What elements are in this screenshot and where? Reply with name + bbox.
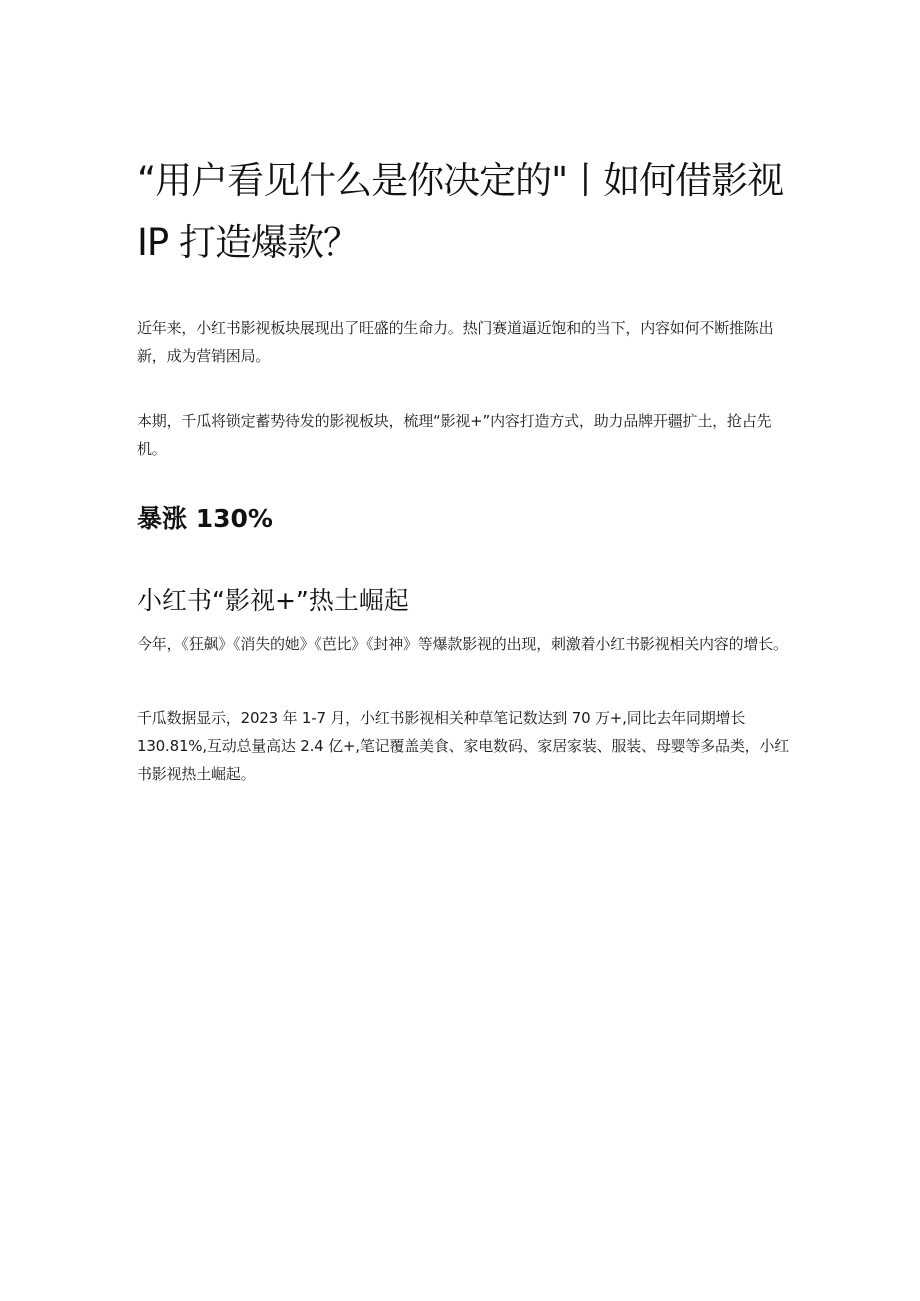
section-paragraph-2: 千瓜数据显示，2023 年 1-7 月，小红书影视相关种草笔记数达到 70 万+,同比去年同期增长 130.81%,互动总量高达 2.4 亿+,笔记覆盖美食、家电数码、家居家装、服装、母婴等多品类，小红书影视热土崛起。: [137, 709, 790, 783]
article-title: “用户看见什么是你决定的"丨如何借影视 IP 打造爆款？: [137, 159, 784, 264]
article-body: [137, 150, 792, 788]
section-heading: 暴涨 130%: [137, 504, 273, 533]
intro-paragraph-2: 本期，千瓜将锁定蓄势待发的影视板块，梳理“影视+”内容打造方式，助力品牌开疆扩土，抢占先机。: [137, 412, 772, 458]
section-subheading: 小红书“影视+”热土崛起: [137, 586, 409, 615]
intro-paragraph-1: 近年来，小红书影视板块展现出了旺盛的生命力。热门赛道逼近饱和的当下，内容如何不断推陈出新，成为营销困局。: [137, 319, 774, 365]
section-paragraph-1: 今年，《狂飙》《消失的她》《芭比》《封神》等爆款影视的出现，刺激着小红书影视相关内容的增长。: [137, 635, 788, 653]
